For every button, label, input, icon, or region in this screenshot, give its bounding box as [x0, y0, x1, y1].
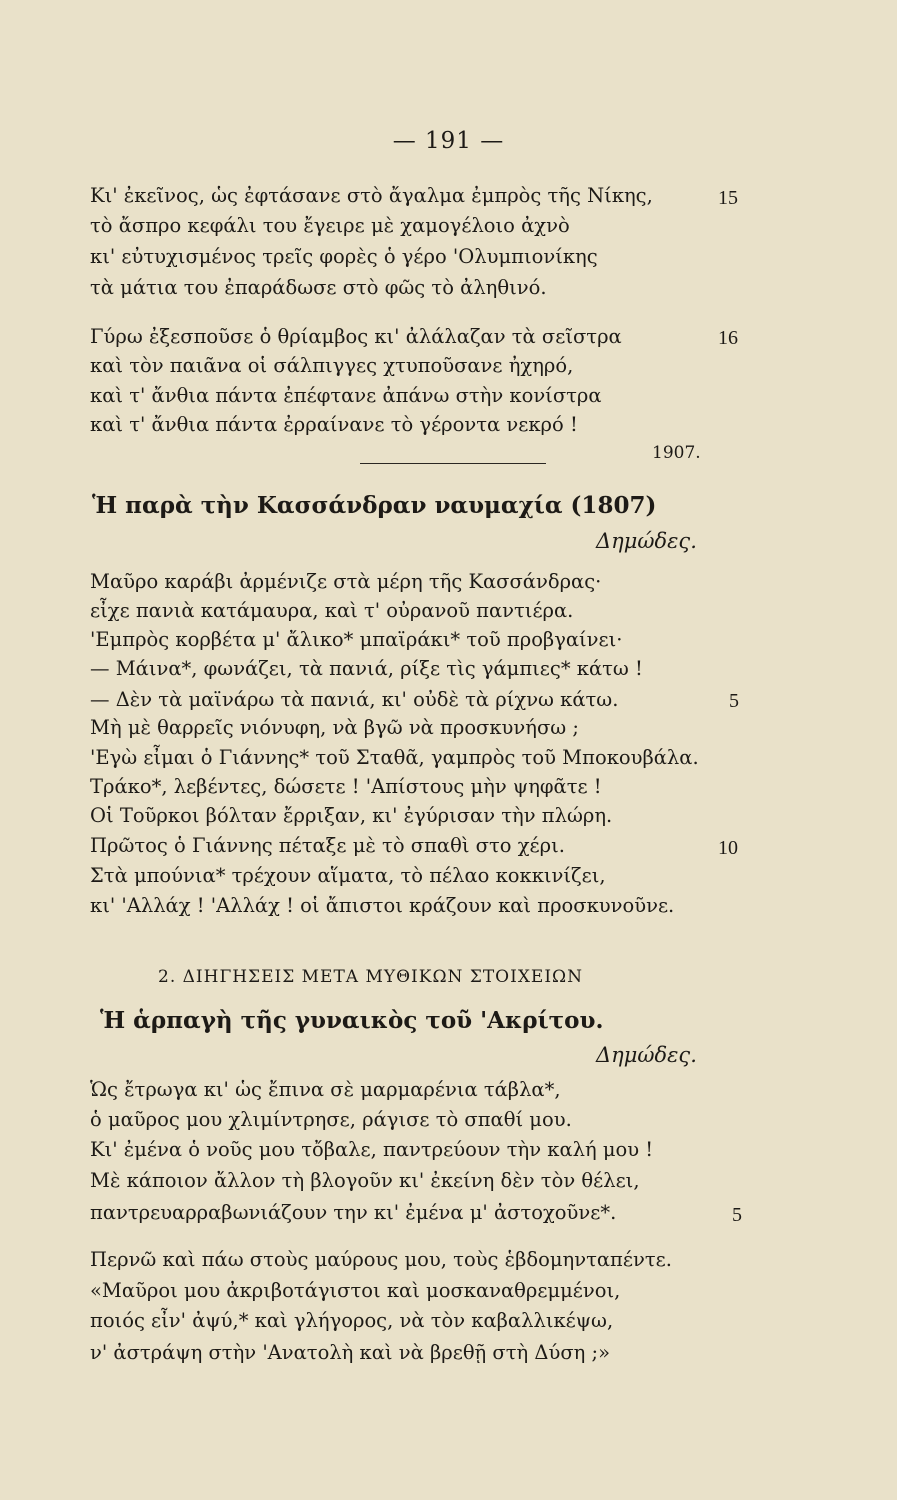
verse-line: τὸ ἄσπρο κεφάλι του ἔγειρε μὲ χαμογέλοιο ἀχνὸ — [90, 214, 570, 237]
line-number: 5 — [732, 1204, 742, 1226]
line-number: 10 — [718, 837, 738, 859]
verse-line: Τράκο*, λεβέντες, δώσετε ! 'Απίστους μὴν ψηφᾶτε ! — [90, 775, 602, 798]
divider — [360, 463, 546, 464]
poem-title: Ἡ παρὰ τὴν Κασσάνδραν ναυμαχία (1807) — [92, 492, 657, 519]
poem-subtitle: Δημώδες. — [596, 1043, 697, 1067]
verse-line: παντρευαρραβωνιάζουν την κι' ἐμένα μ' ἀστοχοῦνε*. — [90, 1201, 617, 1224]
verse-line: «Μαῦροι μου ἀκριβοτάγιστοι καὶ μοσκαναθρεμμένοι, — [90, 1279, 621, 1302]
verse-line: εἶχε πανιὰ κατάμαυρα, καὶ τ' οὐρανοῦ παντιέρα. — [90, 599, 574, 622]
verse-line: Στὰ μπούνια* τρέχουν αἵματα, τὸ πέλαο κοκκινίζει, — [90, 864, 606, 887]
verse-line: καὶ τ' ἄνθια πάντα ἐρραίνανε τὸ γέροντα νεκρό ! — [90, 413, 578, 436]
verse-line: τὰ μάτια του ἐπαράδωσε στὸ φῶς τὸ ἀληθινό. — [90, 276, 547, 299]
verse-line: κι' 'Αλλάχ ! 'Αλλάχ ! οἱ ἄπιστοι κράζουν καὶ προσκυνοῦνε. — [90, 894, 675, 917]
verse-line: ποιός εἶν' ἀψύ,* καὶ γλήγορος, νὰ τὸν καβαλλικέψω, — [90, 1309, 614, 1332]
verse-line: Κι' ἐκεῖνος, ὡς ἐφτάσανε στὸ ἄγαλμα ἐμπρὸς τῆς Νίκης, — [90, 184, 653, 207]
verse-line: Ὡς ἔτρωγα κι' ὡς ἔπινα σὲ μαρμαρένια τάβλα*, — [90, 1078, 561, 1101]
verse-line: Περνῶ καὶ πάω στοὺς μαύρους μου, τοὺς ἑβδομηνταπέντε. — [90, 1248, 672, 1271]
verse-line: ν' ἀστράψη στὴν 'Ανατολὴ καὶ νὰ βρεθῇ στὴ Δύση ;» — [90, 1341, 611, 1364]
verse-line: Μαῦρο καράβι ἀρμένιζε στὰ μέρη τῆς Κασσάνδρας· — [90, 570, 602, 593]
verse-line: Γύρω ἐξεσποῦσε ὁ θρίαμβος κι' ἀλάλαζαν τὰ σεῖστρα — [90, 325, 622, 348]
verse-line: Κι' ἐμένα ὁ νοῦς μου τὄβαλε, παντρεύουν τὴν καλή μου ! — [90, 1138, 654, 1161]
verse-line: Οἱ Τοῦρκοι βόλταν ἔρριξαν, κι' ἐγύρισαν τὴν πλώρη. — [90, 804, 613, 827]
verse-line: — Μάινα*, φωνάζει, τὰ πανιά, ρίξε τὶς γάμπιες* κάτω ! — [90, 657, 643, 680]
poem-subtitle: Δημώδες. — [596, 529, 697, 553]
verse-line: — Δὲν τὰ μαϊνάρω τὰ πανιά, κι' οὐδὲ τὰ ρίχνω κάτω. — [90, 688, 619, 711]
verse-line: Μὲ κάποιον ἄλλον τὴ βλογοῦν κι' ἐκείνη δὲν τὸν θέλει, — [90, 1169, 640, 1192]
section-heading: 2. ΔΙΗΓΗΣΕΙΣ ΜΕΤΑ ΜΥΘΙΚΩΝ ΣΤΟΙΧΕΙΩΝ — [158, 967, 584, 987]
verse-line: ὁ μαῦρος μου χλιμίντρησε, ράγισε τὸ σπαθί μου. — [90, 1108, 572, 1131]
line-number: 5 — [729, 690, 739, 712]
stanza-number: 15 — [718, 187, 738, 209]
poem-title: Ἡ ἁρπαγὴ τῆς γυναικὸς τοῦ 'Ακρίτου. — [100, 1007, 604, 1034]
verse-line: 'Εμπρὸς κορβέτα μ' ἄλικο* μπαϊράκι* τοῦ προβγαίνει· — [90, 628, 623, 651]
verse-line: Μὴ μὲ θαρρεῖς νιόνυφη, νὰ βγῶ νὰ προσκυνήσω ; — [90, 716, 579, 739]
poem-date: 1907. — [652, 443, 701, 463]
verse-line: κι' εὐτυχισμένος τρεῖς φορὲς ὁ γέρο 'Ολυμπιονίκης — [90, 245, 598, 268]
page-number: — 191 — — [392, 128, 505, 154]
verse-line: 'Εγὼ εἶμαι ὁ Γιάννης* τοῦ Σταθᾶ, γαμπρὸς τοῦ Μποκουβάλα. — [90, 746, 699, 769]
verse-line: καὶ τὸν παιᾶνα οἱ σάλπιγγες χτυποῦσανε ἠχηρό, — [90, 354, 574, 377]
verse-line: Πρῶτος ὁ Γιάννης πέταξε μὲ τὸ σπαθὶ στο χέρι. — [90, 834, 565, 857]
stanza-number: 16 — [718, 327, 738, 349]
verse-line: καὶ τ' ἄνθια πάντα ἐπέφτανε ἀπάνω στὴν κονίστρα — [90, 384, 602, 407]
